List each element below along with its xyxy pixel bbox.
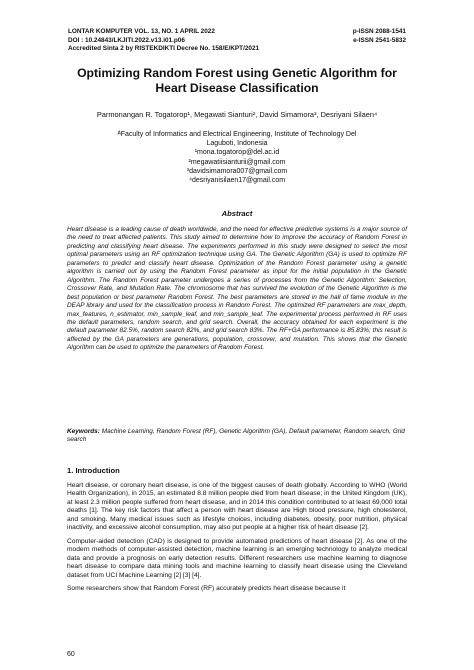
affiliation-line-1: ᴬFaculty of Informatics and Electrical Engineering, Institute of Technology Del xyxy=(117,131,357,138)
abstract-text: Heart disease is a leading cause of death worldwide, and the need for effective predictive systems is a major source of the need to treat affected patients. This study aimed to determine how to improve the accuracy of Random Forest in predicting and classifying heart disease. The experiments performed in this study were designed to select the most optimal parameters using an RF optimization technique using GA. The Genetic Algorithm (GA) is used to optimize RF parameters to predict and classify heart disease. Optimization of the Random Forest parameter using a genetic algorithm is carried out by using the Random Forest parameter as input for the initial population in the Genetic Algorithm. The Random Forest parameter undergoes a series of processes from the Genetic Algorithm: Selection, Crossover Rate, and Mutation Rate. The chromosome that has survived the evolution of the Genetic Algorithm is the best population or best parameter Random Forest. The best parameters are stored in the hall of fame module in the DEAP library and used for the classification process in Random Forest. The optimized RF parameters are max_depth, max_features, n_estimator, min_sample_leaf, and min_sample_leaf. The experimental process performed in RF uses the default parameters, random search, and grid search. Overall, the accuracy obtained for each experiment is the default parameter 82.5%, random search 82%, and grid search 83%. The RF+GA performance is 85.83%; this result is affected by the GA parameters are generations, population, crossover, and mutation. This shows that the Genetic Algorithm can be used to optimize the parameters of Random Forest. xyxy=(67,226,407,352)
keywords xyxy=(67,428,407,445)
journal-volume: LONTAR KOMPUTER VOL. 13, NO. 1 APRIL 2022 xyxy=(68,28,215,35)
paragraph: Heart disease, or coronary heart disease, is one of the biggest causes of death globally. According to WHO (World Health Organization), in 2015, an estimated 8.8 million people died from heart disease; in the United Kingdom (UK), at least 2.3 million people suffered from heart disease, and in 2014 this condition contributed to at least 69,000 total deaths [1]. The key risk factors that affect a person with heart disease are High blood pressure, high cholesterol, and smoking. Many medical issues such as lifestyle choices, including diabetes, obesity, poor nutrition, physical inactivity, and excessive alcohol consumption, may also put people at a higher risk of heart disease [2]. xyxy=(67,482,407,532)
page-number: 60 xyxy=(67,651,75,658)
paragraph: Some researchers show that Random Forest (RF) accurately predicts heart disease because it xyxy=(67,584,346,592)
journal-header-line-3 xyxy=(68,45,406,54)
author-email: ¹mona.togatorop@del.ac.id xyxy=(194,149,280,157)
e-issn: e-ISSN 2541-5832 xyxy=(353,36,406,44)
journal-header-line-1 xyxy=(68,28,406,37)
abstract-heading: Abstract xyxy=(221,209,253,218)
accreditation: Accredited Sinta 2 by RISTEKDIKTI Decree No. 158/E/KPT/2021 xyxy=(68,45,260,53)
paragraph: Computer-aided detection (CAD) is designed to provide automated predictions of heart disease [2]. As one of the modern methods of computer-assisted detection, machine learning is an emerging technology to analyze medical data and provide a prognosis on early detection results. Different researchers use machine learning to diagnose heart disease to compare data mining tools and machine learning to classify heart disease using the Cleveland dataset from UCI Machine Learning [2] [3] [4]. xyxy=(67,537,407,579)
author-email: ³davidsimamora007@gmail.com xyxy=(186,167,288,175)
keywords-text: Machine Learning, Random Forest (RF), Genetic Algorithm (GA), Default parameter, Random search, Grid search xyxy=(67,428,405,444)
section-heading-introduction: 1. Introduction xyxy=(67,466,120,475)
keywords-label: Keywords: xyxy=(67,428,100,435)
author-list: Parmonangan R. Togatorop¹, Megawati Sianturi², David Simamora³, Desriyani Silaen⁴ xyxy=(96,110,378,119)
affiliation-block xyxy=(100,130,374,185)
author-email: ²megawatiisianturii@gmail.com xyxy=(188,158,286,166)
author-email: ⁴desriyanisilaen17@gmail.com xyxy=(188,177,286,185)
affiliation-line-2: Laguboti, Indonesia xyxy=(206,140,268,148)
p-issn: p-ISSN 2088-1541 xyxy=(352,28,406,35)
doi: DOI : 10.24843/LKJITI.2022.v13.i01.p06 xyxy=(68,36,185,44)
journal-header-line-2 xyxy=(68,37,406,46)
paper-title xyxy=(40,66,434,96)
introduction-body xyxy=(67,482,407,598)
title-line-1: Optimizing Random Forest using Genetic Algorithm for xyxy=(77,66,397,80)
title-line-2: Heart Disease Classification xyxy=(155,81,319,95)
